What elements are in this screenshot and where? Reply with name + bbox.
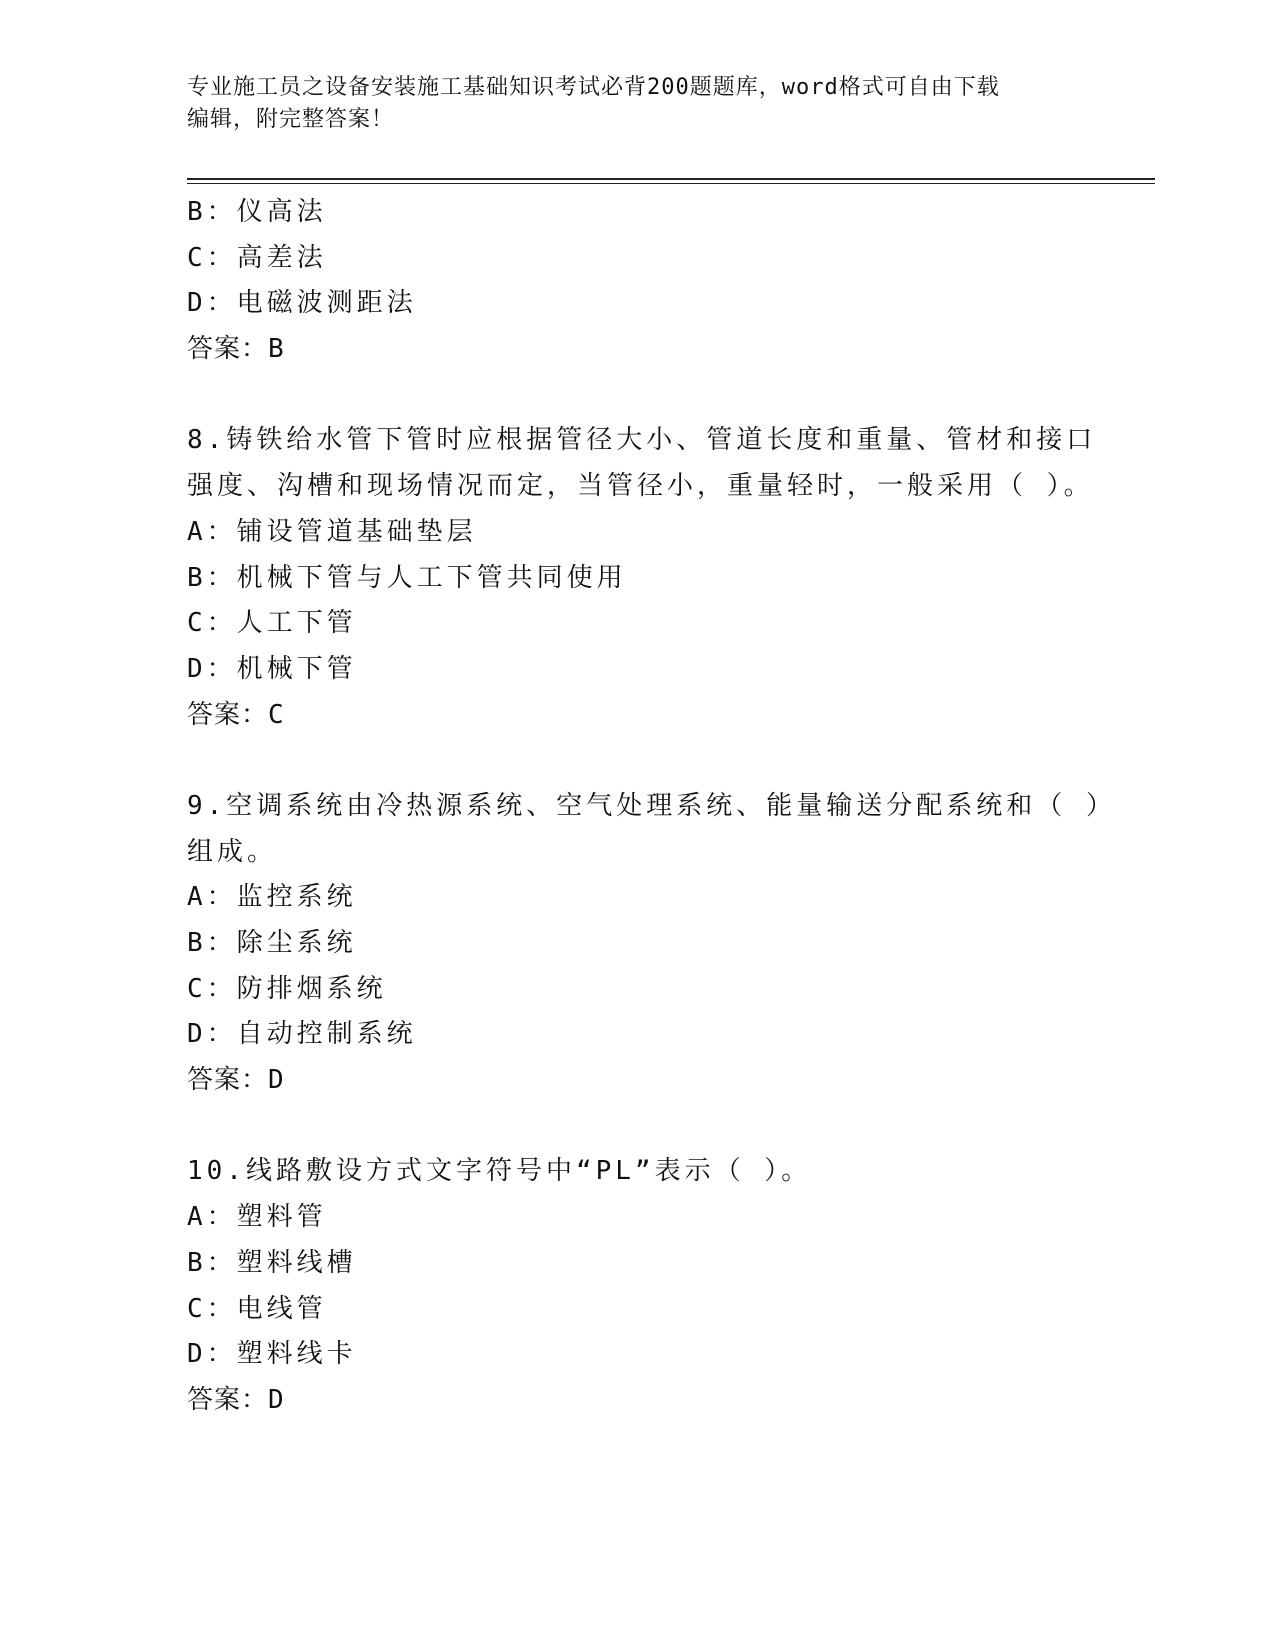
header-title-line-2: 编辑，附完整答案！ xyxy=(187,107,395,132)
spacer xyxy=(187,1104,1087,1150)
question-10 xyxy=(187,1149,1087,1423)
option-a: A：铺设管道基础垫层 xyxy=(187,516,477,547)
option-b: B：机械下管与人工下管共同使用 xyxy=(187,562,627,593)
answer-line: 答案：D xyxy=(187,1065,285,1096)
option-d: D：机械下管 xyxy=(187,653,357,684)
option-c: C：电线管 xyxy=(187,1293,327,1324)
question-stem-line-2: 组成。 xyxy=(187,836,278,867)
question-stem-line-2: 强度、沟槽和现场情况而定，当管径小，重量轻时，一般采用（ ）。 xyxy=(187,471,1094,502)
option-a: A：监控系统 xyxy=(187,882,357,913)
question-stem-line-1: 8.铸铁给水管下管时应根据管径大小、管道长度和重量、管材和接口 xyxy=(187,425,1097,456)
option-b: B：仪高法 xyxy=(187,197,327,227)
option-c: C：高差法 xyxy=(187,242,327,273)
answer-line: 答案：B xyxy=(187,334,285,365)
option-d: D：自动控制系统 xyxy=(187,1019,417,1050)
header-title-line-1: 专业施工员之设备安装施工基础知识考试必背200题题库，word格式可自由下载 xyxy=(187,75,1000,100)
answer-line: 答案：C xyxy=(187,699,285,730)
question-8 xyxy=(187,418,1097,738)
header-divider-thick xyxy=(187,178,1155,180)
option-d: D：塑料线卡 xyxy=(187,1339,357,1370)
question-stem-line-1: 10.线路敷设方式文字符号中“PL”表示（ ）。 xyxy=(187,1156,812,1187)
option-b: B：塑料线槽 xyxy=(187,1247,357,1278)
header-divider-thin xyxy=(187,183,1155,184)
question-list xyxy=(187,190,1116,1424)
question-stem-line-1: 9.空调系统由冷热源系统、空气处理系统、能量输送分配系统和（ ） xyxy=(187,790,1116,821)
spacer xyxy=(187,373,1087,419)
option-c: C：防排烟系统 xyxy=(187,973,387,1004)
option-d: D：电磁波测距法 xyxy=(187,288,417,319)
question-7-tail xyxy=(187,190,1087,373)
option-c: C：人工下管 xyxy=(187,608,357,639)
option-b: B：除尘系统 xyxy=(187,928,357,958)
answer-line: 答案：D xyxy=(187,1384,285,1415)
option-a: A：塑料管 xyxy=(187,1202,327,1233)
question-9 xyxy=(187,784,1116,1104)
spacer xyxy=(187,738,1087,784)
document-header xyxy=(187,72,1087,136)
